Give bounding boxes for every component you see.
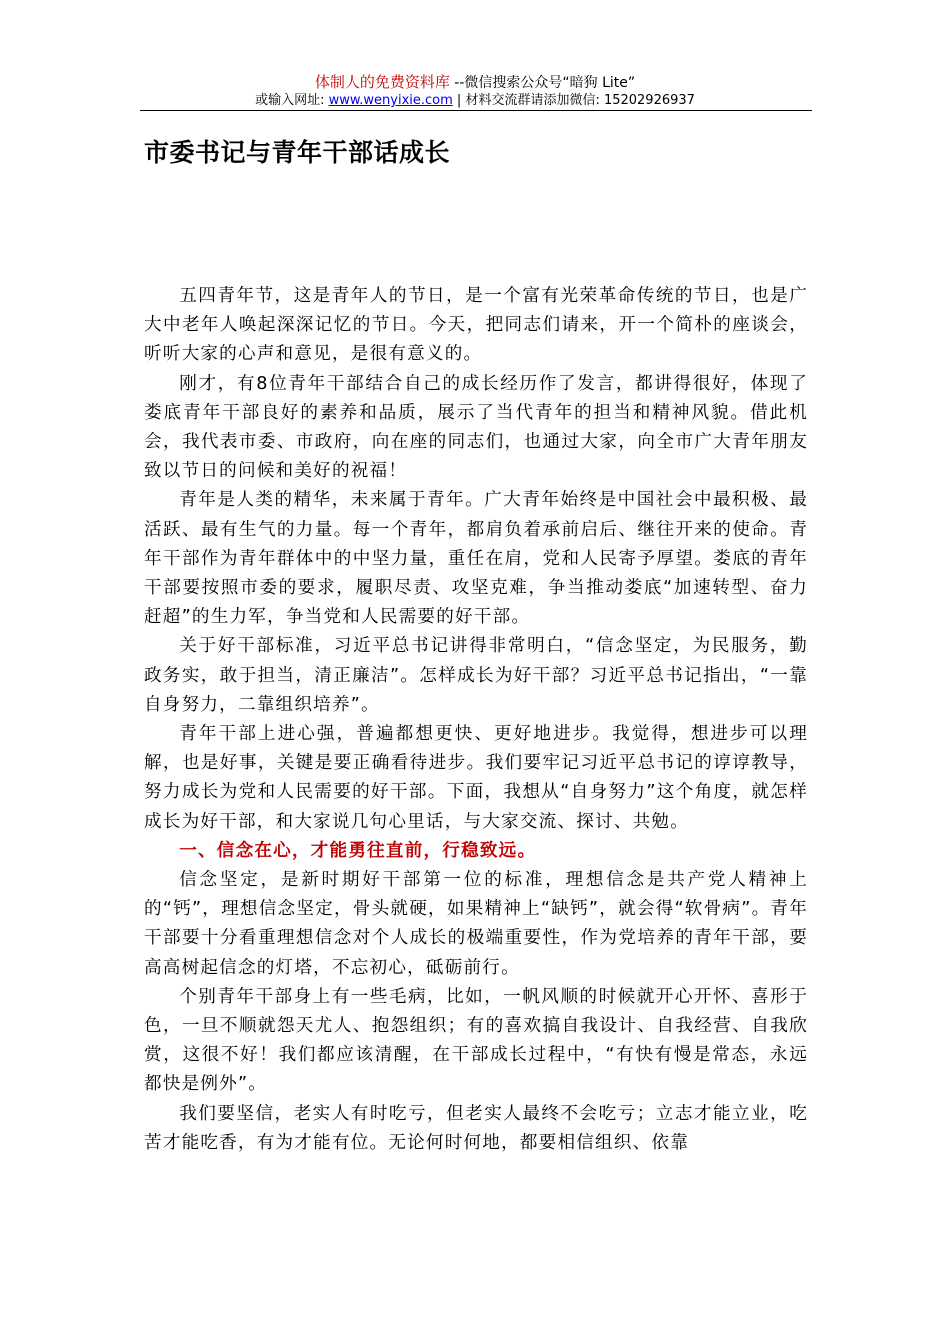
paragraph: 青年是人类的精华，未来属于青年。广大青年始终是中国社会中最积极、最活跃、最有生气的力量。每一个青年，都肩负着承前启后、继往开来的使命。青年干部作为青年群体中的中坚力量，重任在肩，党和人民寄予厚望。娄底的青年干部要按照市委的要求，履职尽责、攻坚克难，争当推动娄底“加速转型、奋力赶超”的生力军，争当党和人民需要的好干部。 xyxy=(144,490,808,628)
paragraph: 刚才，有8位青年干部结合自己的成长经历作了发言，都讲得很好，体现了娄底青年干部良好的素养和品质，展示了当代青年的担当和精神风貌。借此机会，我代表市委、市政府，向在座的同志们，也通过大家，向全市广大青年朋友致以节日的问候和美好的祝福！ xyxy=(144,373,808,482)
paragraph: 五四青年节，这是青年人的节日，是一个富有光荣革命传统的节日，也是广大中老年人唤起深深记忆的节日。今天，把同志们请来，开一个简朴的座谈会，听听大家的心声和意见，是很有意义的。 xyxy=(144,286,808,365)
header-tagline: --微信搜索公众号“暗狗 Lite” xyxy=(449,75,636,91)
document-title: 市委书记与青年干部话成长 xyxy=(144,138,451,167)
header-url-link[interactable]: www.wenyixie.com xyxy=(328,93,453,108)
header-brand: 体制人的免费资料库 xyxy=(314,73,450,91)
paragraph: 关于好干部标准，习近平总书记讲得非常明白，“信念坚定，为民服务，勤政务实，敢于担当，清正廉洁”。怎样成长为好干部？习近平总书记指出，“一靠自身努力，二靠组织培养”。 xyxy=(144,636,808,715)
header-contact: | 材料交流群请添加微信: 15202926937 xyxy=(452,93,695,108)
header-divider xyxy=(140,110,812,111)
header-line-1 xyxy=(0,74,950,91)
section-heading: 一、信念在心，才能勇往直前，行稳致远。 xyxy=(179,840,537,861)
paragraph: 青年干部上进心强，普遍都想更快、更好地进步。我觉得，想进步可以理解，也是好事，关键是要正确看待进步。我们要牢记习近平总书记的谆谆教导，努力成长为党和人民需要的好干部。下面，我想从“自身努力”这个角度，就怎样成长为好干部，和大家说几句心里话，与大家交流、探讨、共勉。 xyxy=(144,724,808,832)
header-line-2 xyxy=(0,93,950,108)
header-url-prefix: 或输入网址: xyxy=(255,93,329,108)
paragraph: 个别青年干部身上有一些毛病，比如，一帆风顺的时候就开心开怀、喜形于色，一旦不顺就怨天尤人、抱怨组织；有的喜欢搞自我设计、自我经营、自我欣赏，这很不好！我们都应该清醒，在干部成长过程中，“有快有慢是常态，永远都快是例外”。 xyxy=(144,986,808,1095)
document-body xyxy=(144,282,808,1158)
paragraph: 我们要坚信，老实人有时吃亏，但老实人最终不会吃亏；立志才能立业，吃苦才能吃香，有为才能有位。无论何时何地，都要相信组织、依靠 xyxy=(144,1103,808,1153)
paragraph: 信念坚定，是新时期好干部第一位的标准，理想信念是共产党人精神上的“钙”，理想信念坚定，骨头就硬，如果精神上“缺钙”，就会得“软骨病”。青年干部要十分看重理想信念对个人成长的极端重要性，作为党培养的青年干部，要高高树起信念的灯塔，不忘初心，砥砺前行。 xyxy=(144,870,808,978)
